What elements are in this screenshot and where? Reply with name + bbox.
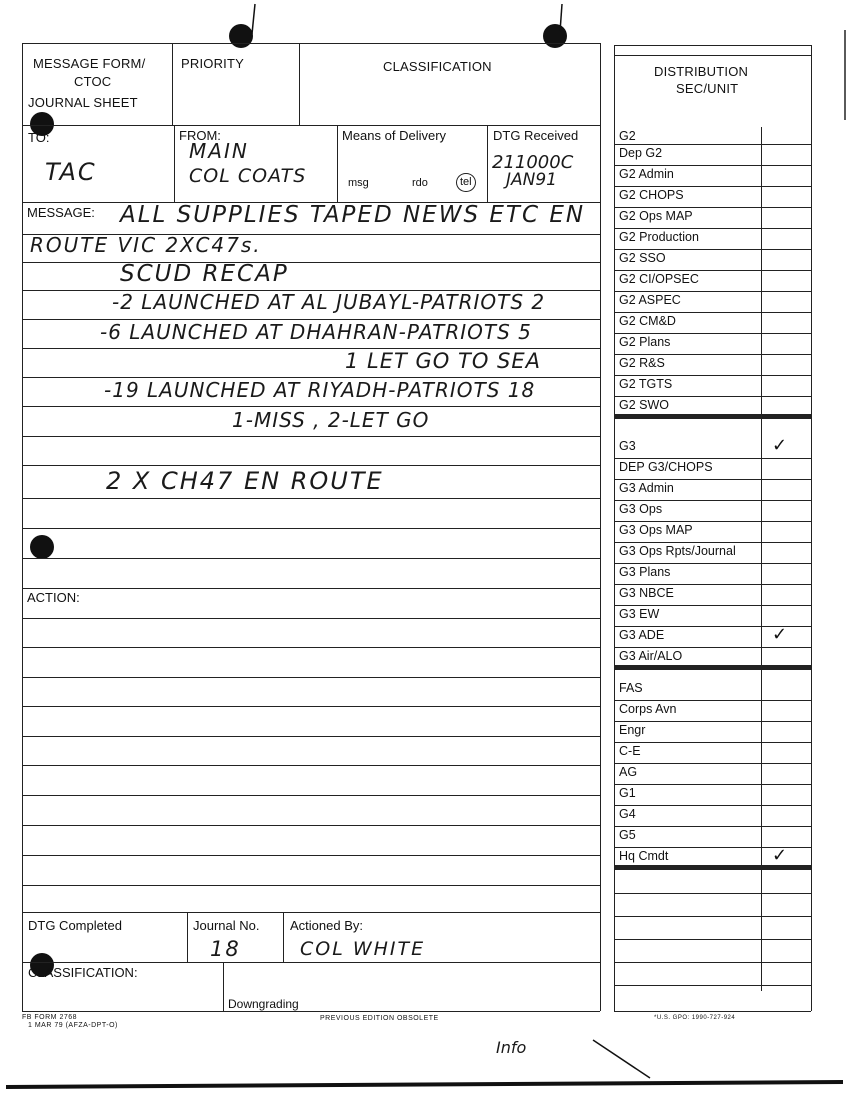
dist-item: G2 Admin <box>619 167 674 181</box>
dist-row-line <box>614 144 811 145</box>
dist-item: G3 EW <box>619 607 660 621</box>
journal-no-value: 18 <box>210 937 241 961</box>
dist-row-line <box>614 312 811 313</box>
message-line-2: ROUTE VIC 2XC47s. <box>30 233 262 257</box>
message-rule-13 <box>22 588 600 589</box>
dist-item: G4 <box>619 807 636 821</box>
form-right-border <box>600 43 601 1011</box>
dist-row-line <box>614 521 811 522</box>
dist-row-line <box>614 700 811 701</box>
dist-item: G3 Ops Rpts/Journal <box>619 544 736 558</box>
dist-row-line <box>614 742 811 743</box>
dist-row-line <box>614 805 811 806</box>
action-rule-4 <box>22 706 600 707</box>
dist-item: G2 R&S <box>619 356 665 370</box>
dist-item: G3 NBCE <box>619 586 674 600</box>
dist-row-line <box>614 826 811 827</box>
action-rule-9 <box>22 855 600 856</box>
dist-item: Hq Cmdt <box>619 849 669 863</box>
message-rule-2 <box>22 262 600 263</box>
binder-hole-middle <box>30 535 54 559</box>
dtg-received-line1: 211000C <box>492 152 574 173</box>
dist-row-line <box>614 479 811 480</box>
footer-divider-2 <box>283 912 284 962</box>
dist-row-line <box>614 228 811 229</box>
form-left-border <box>22 43 23 1011</box>
dtg-received-line2: JAN91 <box>506 170 557 190</box>
from-label: FROM: <box>179 128 221 143</box>
from-means-divider <box>337 125 338 202</box>
dist-item: Dep G2 <box>619 146 663 160</box>
classification-label: CLASSIFICATION <box>383 59 492 74</box>
message-line-3: SCUD RECAP <box>120 261 289 287</box>
dist-item: G3 Ops <box>619 502 663 516</box>
form-title-line1: MESSAGE FORM/ <box>33 56 146 71</box>
binder-hole-top-left <box>229 24 253 48</box>
dist-checkmark: ✓ <box>772 624 788 645</box>
means-dtg-divider <box>487 125 488 202</box>
dist-item: G2 TGTS <box>619 377 673 391</box>
message-line-1: ALL SUPPLIES TAPED NEWS ETC EN <box>120 202 586 228</box>
message-line-7: -19 LAUNCHED AT RIYADH-PATRIOTS 18 <box>104 378 536 402</box>
dist-top-border-2 <box>614 55 811 56</box>
header-bottom-line <box>22 125 600 126</box>
dist-item: C-E <box>619 744 641 758</box>
dist-item: G1 <box>619 786 636 800</box>
means-of-delivery-label: Means of Delivery <box>342 128 447 143</box>
message-line-8: 1-MISS , 2-LET GO <box>232 408 430 432</box>
dist-row-line <box>614 291 811 292</box>
action-rule-2 <box>22 647 600 648</box>
form-number-line1: FB FORM 2768 <box>22 1014 78 1021</box>
previous-edition-note: PREVIOUS EDITION OBSOLETE <box>320 1015 439 1022</box>
dist-row-line <box>614 186 811 187</box>
footer-divider-1 <box>187 912 188 962</box>
dist-row-line <box>614 354 811 355</box>
header-divider-2 <box>299 43 300 125</box>
dist-check-column <box>761 127 762 991</box>
action-rule-6 <box>22 765 600 766</box>
binder-hole-top-right <box>543 24 567 48</box>
dist-item: G2 CHOPS <box>619 188 684 202</box>
dist-row-line <box>614 563 811 564</box>
dist-item: G3 Air/ALO <box>619 649 683 663</box>
message-rule-12 <box>22 558 600 559</box>
dist-item: AG <box>619 765 638 779</box>
dist-item: G3 Admin <box>619 481 674 495</box>
dist-row-line <box>614 605 811 606</box>
dist-bottom-border <box>614 1011 811 1012</box>
action-rule-10 <box>22 885 600 886</box>
dist-row-line <box>614 721 811 722</box>
dist-row-line <box>614 396 811 397</box>
message-rule-9 <box>22 465 600 466</box>
dist-row-line <box>614 375 811 376</box>
dist-item: G3 Ops MAP <box>619 523 693 537</box>
to-from-divider <box>174 125 175 202</box>
dist-item: G2 SWO <box>619 398 670 412</box>
dist-row-line <box>614 500 811 501</box>
dist-item: G3 Plans <box>619 565 671 579</box>
action-rule-7 <box>22 795 600 796</box>
dist-item: G2 ASPEC <box>619 293 681 307</box>
dist-item: FAS <box>619 681 643 695</box>
action-rule-11 <box>22 912 600 913</box>
dist-item: DEP G3/CHOPS <box>619 460 713 474</box>
dist-row-line <box>614 165 811 166</box>
message-line-5: -6 LAUNCHED AT DHAHRAN-PATRIOTS 5 <box>100 320 532 344</box>
dist-item: G2 <box>619 129 636 143</box>
dist-checkmark: ✓ <box>772 845 788 866</box>
downgrading-label: Downgrading <box>228 997 299 1011</box>
dtg-received-label: DTG Received <box>493 128 579 143</box>
dist-blank-row-line <box>614 985 811 986</box>
message-rule-7 <box>22 406 600 407</box>
to-value: TAC <box>45 158 97 186</box>
form-title-line2: CTOC <box>74 74 112 89</box>
action-rule-1 <box>22 618 600 619</box>
dist-row-line <box>614 414 811 419</box>
dist-item: Engr <box>619 723 646 737</box>
dist-item: Corps Avn <box>619 702 677 716</box>
from-value-line2: COL COATS <box>189 165 307 187</box>
action-rule-3 <box>22 677 600 678</box>
form-title-line3: JOURNAL SHEET <box>28 95 138 110</box>
message-rule-8 <box>22 436 600 437</box>
message-line-6: 1 LET GO TO SEA <box>345 349 541 373</box>
dist-right-border <box>811 45 812 1011</box>
dist-row-line <box>614 333 811 334</box>
form-top-border <box>22 43 600 44</box>
priority-label: PRIORITY <box>181 56 244 71</box>
rdo-option: rdo <box>412 177 428 189</box>
classification-footer-label: CLASSIFICATION: <box>28 965 138 980</box>
dist-row-line <box>614 270 811 271</box>
form-number-line2: 1 MAR 79 (AFZA-DPT-O) <box>28 1022 118 1029</box>
dist-row-line <box>614 647 811 648</box>
action-label: ACTION: <box>27 590 80 605</box>
dist-item: G2 Production <box>619 230 699 244</box>
dist-row-line <box>614 249 811 250</box>
distribution-header-line2: SEC/UNIT <box>676 81 739 96</box>
gpo-note: *U.S. GPO: 1990-727-924 <box>654 1015 736 1021</box>
bottom-note: Info <box>496 1038 527 1057</box>
dist-row-line <box>614 784 811 785</box>
dist-top-border <box>614 45 811 46</box>
journal-no-label: Journal No. <box>193 918 260 933</box>
dist-item: G2 CM&D <box>619 314 676 328</box>
message-rule-10 <box>22 498 600 499</box>
dist-row-line <box>614 458 811 459</box>
dist-item: G2 Ops MAP <box>619 209 693 223</box>
dist-item: G2 CI/OPSEC <box>619 272 699 286</box>
message-label: MESSAGE: <box>27 205 95 220</box>
action-rule-5 <box>22 736 600 737</box>
footer-mid-line <box>22 962 600 963</box>
dtg-completed-label: DTG Completed <box>28 918 122 933</box>
dist-checkmark: ✓ <box>772 435 788 456</box>
distribution-header-line1: DISTRIBUTION <box>654 64 749 79</box>
actioned-by-value: COL WHITE <box>300 938 426 960</box>
dist-blank-row-line <box>614 893 811 894</box>
dist-blank-row-line <box>614 962 811 963</box>
footer-bottom-line <box>22 1011 600 1012</box>
msg-option: msg <box>348 177 369 189</box>
dist-row-line <box>614 665 811 670</box>
dist-item: G2 SSO <box>619 251 666 265</box>
dist-item: G5 <box>619 828 636 842</box>
from-value-line1: MAIN <box>189 139 249 163</box>
dist-item: G3 ADE <box>619 628 665 642</box>
header-divider-1 <box>172 43 173 125</box>
dist-row-line <box>614 584 811 585</box>
dist-blank-row-line <box>614 939 811 940</box>
dist-row-line <box>614 207 811 208</box>
dist-row-line <box>614 542 811 543</box>
message-line-9: 2 X CH47 EN ROUTE <box>106 467 384 495</box>
tel-option: tel <box>456 173 476 192</box>
dist-blank-row-line <box>614 916 811 917</box>
action-rule-8 <box>22 825 600 826</box>
dist-item: G2 Plans <box>619 335 671 349</box>
message-line-4: -2 LAUNCHED AT AL JUBAYL-PATRIOTS 2 <box>112 290 546 314</box>
dist-row-line <box>614 763 811 764</box>
dist-item: G3 <box>619 439 636 453</box>
to-label: TO: <box>28 130 50 145</box>
actioned-by-label: Actioned By: <box>290 918 363 933</box>
message-rule-11 <box>22 528 600 529</box>
footer-divider-3 <box>223 962 224 1011</box>
